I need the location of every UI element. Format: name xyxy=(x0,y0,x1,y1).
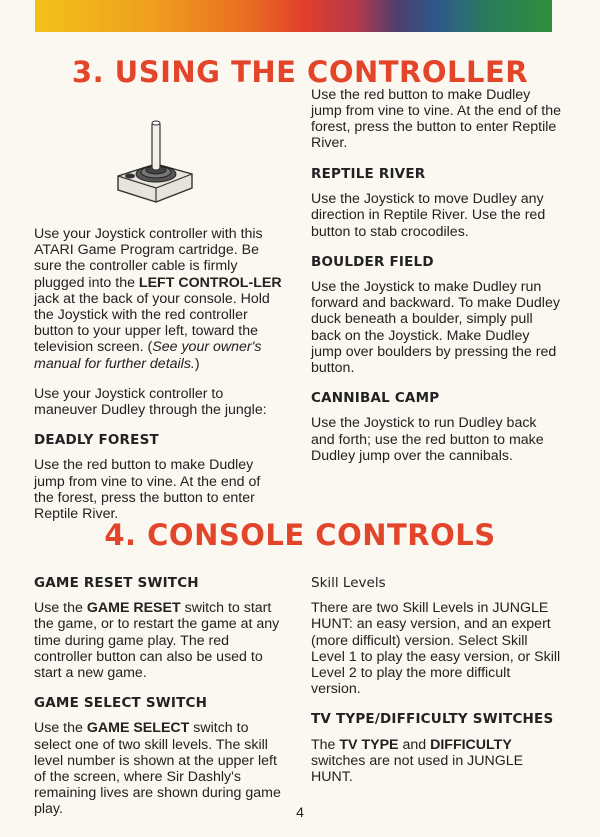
game-reset-text xyxy=(34,600,282,681)
intro-text-a: Use your Joystick controller with this ATARI Game Program cartridge. Be sure the controller cable is firmly plugged into the xyxy=(34,226,263,291)
game-reset-heading: GAME RESET SWITCH xyxy=(34,575,199,591)
tv-text-a: The xyxy=(311,736,340,753)
intro-left-controller: LEFT CONTROL-LER xyxy=(138,274,282,291)
rainbow-header-band xyxy=(35,0,552,32)
tv-text-b: switches are not used in JUNGLE HUNT. xyxy=(311,752,524,786)
skill-levels-text: There are two Skill Levels in JUNGLE HUNT: an easy version, and an expert (more difficult) version. Select Skill Level 1 to play the easy version, or Skill Level 2 to play the more difficult version. xyxy=(311,600,561,698)
select-text-a: Use the xyxy=(34,720,87,737)
reptile-river-heading: REPTILE RIVER xyxy=(311,166,426,182)
intro-paragraph xyxy=(34,226,282,372)
reset-bold: GAME RESET xyxy=(86,600,181,617)
using-controller-right-column xyxy=(311,86,561,478)
reptile-river-text: Use the Joystick to move Dudley any direction in Reptile River. Use the red button to stab crocodiles. xyxy=(311,191,546,240)
deadly-forest-heading: DEADLY FOREST xyxy=(34,432,159,449)
console-left-column xyxy=(34,575,282,832)
deadly-forest-text xyxy=(34,457,282,523)
tv-type-difficulty-heading: TV TYPE/DIFFICULTY SWITCHES xyxy=(311,711,554,728)
difficulty-bold: DIFFICULTY xyxy=(430,736,512,753)
console-right-column xyxy=(311,575,561,799)
intro-see-manual: See your owner's manual for further details. xyxy=(34,339,262,372)
select-text-b: switch to select one of two skill levels. The skill level number is shown at the upper left of the screen, where Sir Dashly's remaining lives are shown during game play. xyxy=(34,720,281,818)
reset-text-a: Use the xyxy=(34,600,87,617)
section-title-using-controller: 3. USING THE CONTROLLER xyxy=(71,55,529,89)
tv-text-mid: and xyxy=(398,736,431,753)
skill-levels-heading: Skill Levels xyxy=(311,575,386,591)
intro-text-c: ) xyxy=(194,355,200,372)
deadly-forest-text-content: Use the red button to make Dudley jump from vine to vine. At the end of the forest, press the button to enter Reptile River. xyxy=(34,457,261,523)
cannibal-camp-heading: CANNIBAL CAMP xyxy=(311,390,440,407)
deadly-forest-continued-text: Use the red button to make Dudley jump from vine to vine. At the end of the forest, press the button to enter Reptile River. xyxy=(311,86,561,152)
page-number: 4 xyxy=(296,804,304,820)
deadly-forest-continued xyxy=(311,86,561,152)
boulder-field-text: Use the Joystick to make Dudley run forward and backward. To make Dudley duck beneath a boulder, simply pull back on the Joystick. Make Dudley jump over boulders by pressing the red button. xyxy=(311,279,560,377)
using-controller-left-column xyxy=(34,226,282,523)
tv-type-text xyxy=(311,737,561,786)
tv-type-bold: TV TYPE xyxy=(339,736,399,753)
intro-text-b: jack at the back of your console. Hold the Joystick with the red controller button to your upper left, toward the television screen. ( xyxy=(34,290,270,356)
select-bold: GAME SELECT xyxy=(86,720,190,737)
cannibal-camp-text: Use the Joystick to run Dudley back and forth; use the red button to make Dudley jump over the cannibals. xyxy=(311,415,544,464)
game-select-heading: GAME SELECT SWITCH xyxy=(34,695,208,712)
section-title-console-controls: 4. CONSOLE CONTROLS xyxy=(104,518,496,552)
joystick-illustration xyxy=(112,118,198,210)
reset-text-b: switch to start the game, or to restart the game at any time during game play. The red controller button can also be used to start a new game. xyxy=(34,600,280,682)
boulder-field-heading: BOULDER FIELD xyxy=(311,253,434,270)
maneuver-paragraph: Use your Joystick controller to maneuver Dudley through the jungle: xyxy=(34,385,267,419)
